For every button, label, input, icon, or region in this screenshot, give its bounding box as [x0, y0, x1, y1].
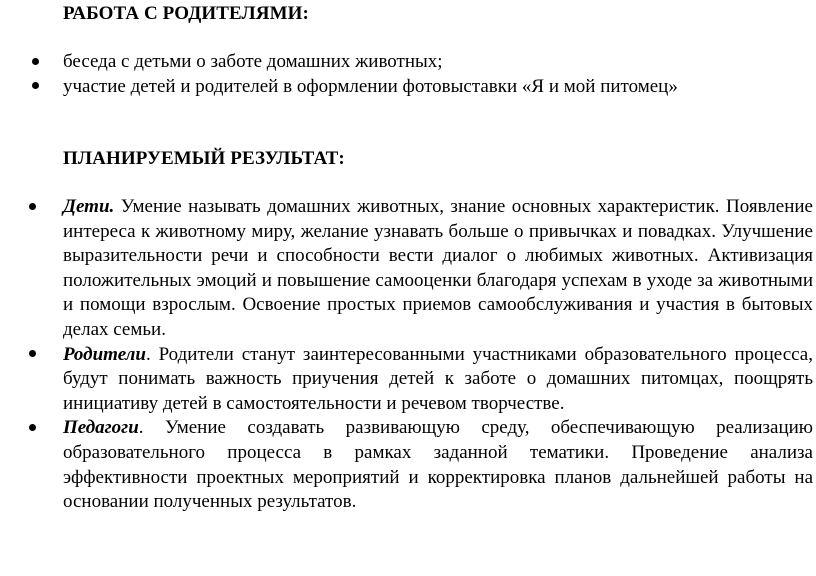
- bullet-icon: [29, 343, 41, 368]
- list-item: [0, 75, 800, 100]
- result-lead-parents: Родители: [63, 343, 146, 365]
- list-item-text: участие детей и родителей в оформлении фотовыставки «Я и мой питомец»: [63, 75, 678, 97]
- bullet-icon: [29, 50, 41, 75]
- result-lead-teachers: Педагоги: [63, 417, 139, 439]
- list-item-text: беседа с детьми о заботе домашних животных;: [63, 51, 443, 72]
- work-with-parents-list: [0, 50, 800, 99]
- bullet-icon: [29, 195, 41, 220]
- result-lead-children: Дети.: [63, 196, 115, 217]
- result-item-teachers: [0, 416, 815, 514]
- result-text-parents: . Родители станут заинтересованными участниками образовательного процесса, будут понимать важность приучения детей к заботе о домашних питомцах, поощрять инициативу детей в самостоятельности и речевом творчестве.: [63, 343, 813, 414]
- result-text-children: Умение называть домашних животных, знание основных характеристик. Появление интереса к животному миру, желание узнавать больше о привычках и повадках. Улучшение выразительности речи и способности вести диалог о любимых животных. Активизация положительных эмоций и повышение самооценки благодаря успехам в уходе за животными и помощи взрослым. Освоение простых приемов самообслуживания и участия в бытовых делах семьи.: [63, 196, 813, 340]
- result-item-parents: [0, 343, 815, 417]
- planned-results-list: [0, 195, 815, 515]
- bullet-icon: [29, 416, 41, 441]
- heading-planned-result: ПЛАНИРУЕМЫЙ РЕЗУЛЬТАТ:: [63, 148, 345, 169]
- result-item-children: [0, 195, 815, 343]
- heading-work-with-parents: РАБОТА С РОДИТЕЛЯМИ:: [63, 3, 309, 24]
- bullet-icon: [29, 75, 41, 100]
- result-text-teachers: . Умение создавать развивающую среду, обеспечивающую реализацию образовательного процесса в рамках заданной тематики. Проведение анализа эффективности проектных мероприятий и корректировка планов дальнейшей работы на основании полученных результатов.: [63, 417, 813, 513]
- list-item: [0, 50, 800, 75]
